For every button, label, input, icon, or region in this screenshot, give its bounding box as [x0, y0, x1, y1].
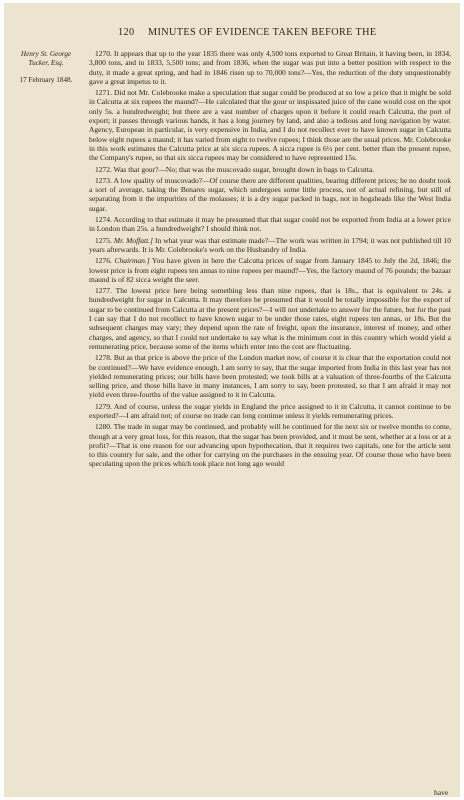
page-header	[4, 27, 460, 41]
question-number: 1270.	[95, 49, 112, 58]
paragraph-text: You have given in here the Calcutta prices of sugar from January 1845 to July the 2d, 1846; the lowest price is from eight rupees ten annas to nine rupees per maund?—Yes, the factory maund of 76 pounds; the bazaar maund is of 82 sicca weight the seer.	[89, 256, 451, 284]
question-number: 1278.	[95, 353, 112, 363]
paragraph	[89, 215, 451, 234]
document-page	[4, 3, 460, 797]
paragraph-text: But as that price is above the price of the London market now, of course it is clear that the exportation could not be continued?—We have evidence enough, I am sorry to say, that the sugar imported from India in this last year has not yielded remunerating prices; our bills have been protested; we took bills at a valuation of three-fourths of the Calcutta selling price, and those bills have in many instances, I am sorry to say, been protested, so that I am afraid it may not yield even three-fourths of the value assigned to it in Calcutta.	[89, 353, 451, 400]
question-number: 1275.	[95, 235, 112, 245]
paragraph-text: The lowest price here being something less than nine rupees, that is 18s., that is equivalent to 24s. a hundredweight for sugar in Calcutta. It may therefore be presumed that it would be totally impossible for the export of sugar to be continued from Calcutta at the present prices?—I will not undertake to answer for the future, but for the past I can say that I do not recollect to have known sugar to be under those rates, eight rupees ten annas, or 18s. But the subsequent charges may vary; they depend upon the rate of freight, upon the insurance, interest of money, and other charges, and agency, so that I could not undertake to say what is the minimum cost in this country which would yield a remunerating price, because some of the items which enter into the cost are fluctuating.	[89, 286, 451, 351]
witness-name: Henry St. George	[20, 50, 72, 58]
question-number: 1273.	[95, 175, 112, 185]
question-number: 1277.	[95, 286, 112, 296]
paragraph-text: The trade in sugar may be continued, and probably will be continued for the next six or twelve months to come, though at a very great loss, for this reason, that the sugar has been provided, and it must be sent, whether at a loss or at a profit?—That is one reason for our advancing upon hypothecation, that it requires two capitals, one for the article sent to this country for sale, and the other for carrying on the purchases in the ensuing year. Of course those who have been speculating upon the prices which took place not long ago would	[89, 422, 451, 469]
paragraph	[89, 176, 451, 213]
question-number: 1276.	[95, 256, 112, 266]
paragraph	[89, 165, 451, 174]
paragraph	[89, 49, 451, 86]
paragraph	[89, 422, 451, 468]
paragraph	[89, 286, 451, 351]
paragraph-text: According to that estimate it may be presumed that that sugar could not be exported from India at a lower price in London than 25s. a hundredweight? I should think not.	[89, 215, 451, 234]
question-number: 1272.	[95, 164, 112, 174]
paragraph	[89, 402, 451, 421]
paragraph	[89, 256, 451, 284]
paragraph-text: Was that gour?—No; that was the muscovado sugar, brought down in bags to Calcutta.	[113, 164, 375, 174]
catchword: have	[434, 788, 449, 797]
paragraph-text: It appears that up to the year 1835 there was only 4,500 tons exported to Great Britain, it having been, in 1834, 3,800 tons, and in 1833, 5,500 tons; and from 1836, when the sugar was put into a better position with respect to the duty, it made a great spring, and had in 1846 risen up to 70,000 tons?—Yes, the reduction of the duty unquestionably gave a great impetus to it.	[89, 49, 451, 86]
question-number: 1271.	[95, 88, 112, 98]
witness-title: Tucker, Esq.	[28, 59, 64, 68]
speaker: Mr. Moffatt.]	[113, 235, 153, 245]
running-head: MINUTES OF EVIDENCE TAKEN BEFORE THE	[148, 27, 377, 38]
question-number: 1279.	[95, 401, 112, 411]
paragraph	[89, 353, 451, 399]
paragraph	[89, 88, 451, 162]
question-number: 1280.	[95, 422, 112, 432]
paragraph-text: Did not Mr. Colebrooke make a speculation that sugar could be produced at so low a price that it might be sold in Calcutta at six rupees the maund?—He calculated that the gour or inspissated juice of the cane would cost on the spot only 5s. a hundredweight; but there are a vast number of charges upon it before it could reach Calcutta, the port of export; it passes through various hands, it has a long journey by land, and also a tedious and long navigation by water. Agency, European in particular, is very expensive in India, and I do not recollect ever to have known sugar in Calcutta below eight rupees a maund; it has varied from eight to twelve rupees; I think those are the usual prices. Mr. Colebrooke in this work estimates the Calcutta price at six sicca rupees. A sicca rupee is 6½ per cent. better than the present rupee, the Company's rupee, so that six sicca rupees may be considered to have represented 15s.	[89, 88, 451, 163]
paragraph-text: In what year was that estimate made?—The work was written in 1794; it was not published till 10 years afterwards. It is Mr. Colebrooke's work on the Husbandry of India.	[89, 235, 451, 254]
paragraph-text: A low quality of muscovado?—Of course there are different qualities, bearing different prices; he no doubt took a sort of average, taking the Benares sugar, which undergoes some little process, not of actual refining, but still of separating from it the impurities of the molasses; it is a dry sugar packed in bags, not in hogsheads like the West India sugar.	[89, 175, 451, 213]
paragraph-text: And of course, unless the sugar yields in England the price assigned to it in Calcutta, it cannot continue to be exported?—I am afraid not; of course no trade can long continue unless it yields remunerating prices.	[89, 401, 452, 420]
question-number: 1274.	[95, 215, 112, 225]
witness-sidenote	[8, 50, 84, 84]
speaker: Chairman.]	[114, 256, 150, 266]
page-number: 120	[118, 27, 135, 38]
paragraph	[89, 236, 451, 255]
evidence-body	[89, 49, 451, 471]
evidence-date: 17 February 1848.	[19, 76, 73, 84]
